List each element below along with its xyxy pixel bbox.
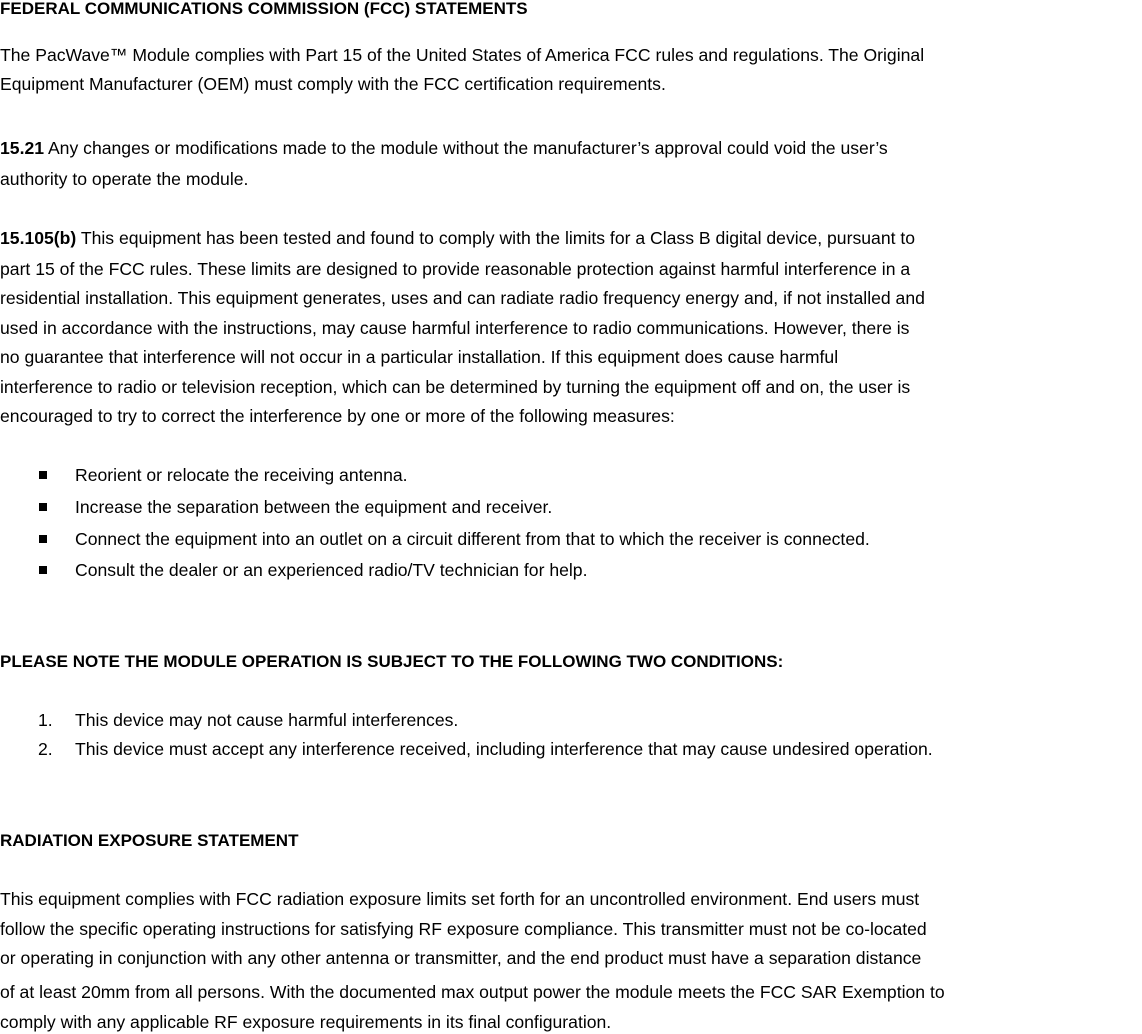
section-15-105b-line-2: part 15 of the FCC rules. These limits are designed to provide reasonable protection against harmful interference in a [0,259,911,279]
measure-item-4: Consult the dealer or an experienced radio/TV technician for help. [75,560,588,580]
section-15-105b-line-7: encouraged to try to correct the interference by one or more of the following measures: [0,406,675,426]
radiation-line-1: This equipment complies with FCC radiation exposure limits set forth for an uncontrolled environment. End users must [0,889,920,909]
radiation-heading: RADIATION EXPOSURE STATEMENT [0,831,299,850]
intro-line-1: The PacWave™ Module complies with Part 15 of the United States of America FCC rules and regulations. The Original [0,45,925,65]
section-15-105b-line-5: no guarantee that interference will not occur in a particular installation. If this equipment does cause harmful [0,347,839,367]
section-15-105b-line-3: residential installation. This equipment generates, uses and can radiate radio frequency energy and, if not installed and [0,288,925,308]
measure-item-2: Increase the separation between the equipment and receiver. [75,497,553,517]
square-bullet-icon [39,566,47,574]
section-15-105b-line-1 [0,226,915,250]
condition-item-1: This device may not cause harmful interferences. [75,710,459,730]
section-15-21-label: 15.21 [0,138,45,158]
section-15-21-text: Any changes or modifications made to the module without the manufacturer’s approval could void the user’s [44,138,888,158]
radiation-line-4: of at least 20mm from all persons. With the documented max output power the module meets the FCC SAR Exemption to [0,982,945,1002]
section-15-21-line-1 [0,136,888,160]
section-15-105b-line-4: used in accordance with the instructions, may cause harmful interference to radio communications. However, there is [0,318,910,338]
condition-number-1: 1. [38,710,53,730]
intro-line-2: Equipment Manufacturer (OEM) must comply with the FCC certification requirements. [0,74,666,94]
measure-item-1: Reorient or relocate the receiving antenna. [75,465,408,485]
section-15-105b-label: 15.105(b) [0,228,77,248]
measure-item-3: Connect the equipment into an outlet on a circuit different from that to which the receiver is connected. [75,529,870,549]
radiation-line-5: comply with any applicable RF exposure requirements in its final configuration. [0,1012,612,1032]
section-15-105b-line-6: interference to radio or television reception, which can be determined by turning the equipment off and on, the user is [0,377,911,397]
section-15-105b-text: This equipment has been tested and found to comply with the limits for a Class B digital device, pursuant to [76,228,916,248]
conditions-heading: PLEASE NOTE THE MODULE OPERATION IS SUBJECT TO THE FOLLOWING TWO CONDITIONS: [0,652,784,671]
radiation-line-3: or operating in conjunction with any other antenna or transmitter, and the end product must have a separation distance [0,948,922,968]
square-bullet-icon [39,471,47,479]
document-title: FEDERAL COMMUNICATIONS COMMISSION (FCC) STATEMENTS [0,0,528,18]
square-bullet-icon [39,503,47,511]
condition-number-2: 2. [38,739,53,759]
radiation-line-2: follow the specific operating instructions for satisfying RF exposure compliance. This transmitter must not be co-located [0,919,927,939]
square-bullet-icon [39,535,47,543]
section-15-21-line-2: authority to operate the module. [0,169,249,189]
condition-item-2: This device must accept any interference received, including interference that may cause undesired operation. [75,739,933,759]
